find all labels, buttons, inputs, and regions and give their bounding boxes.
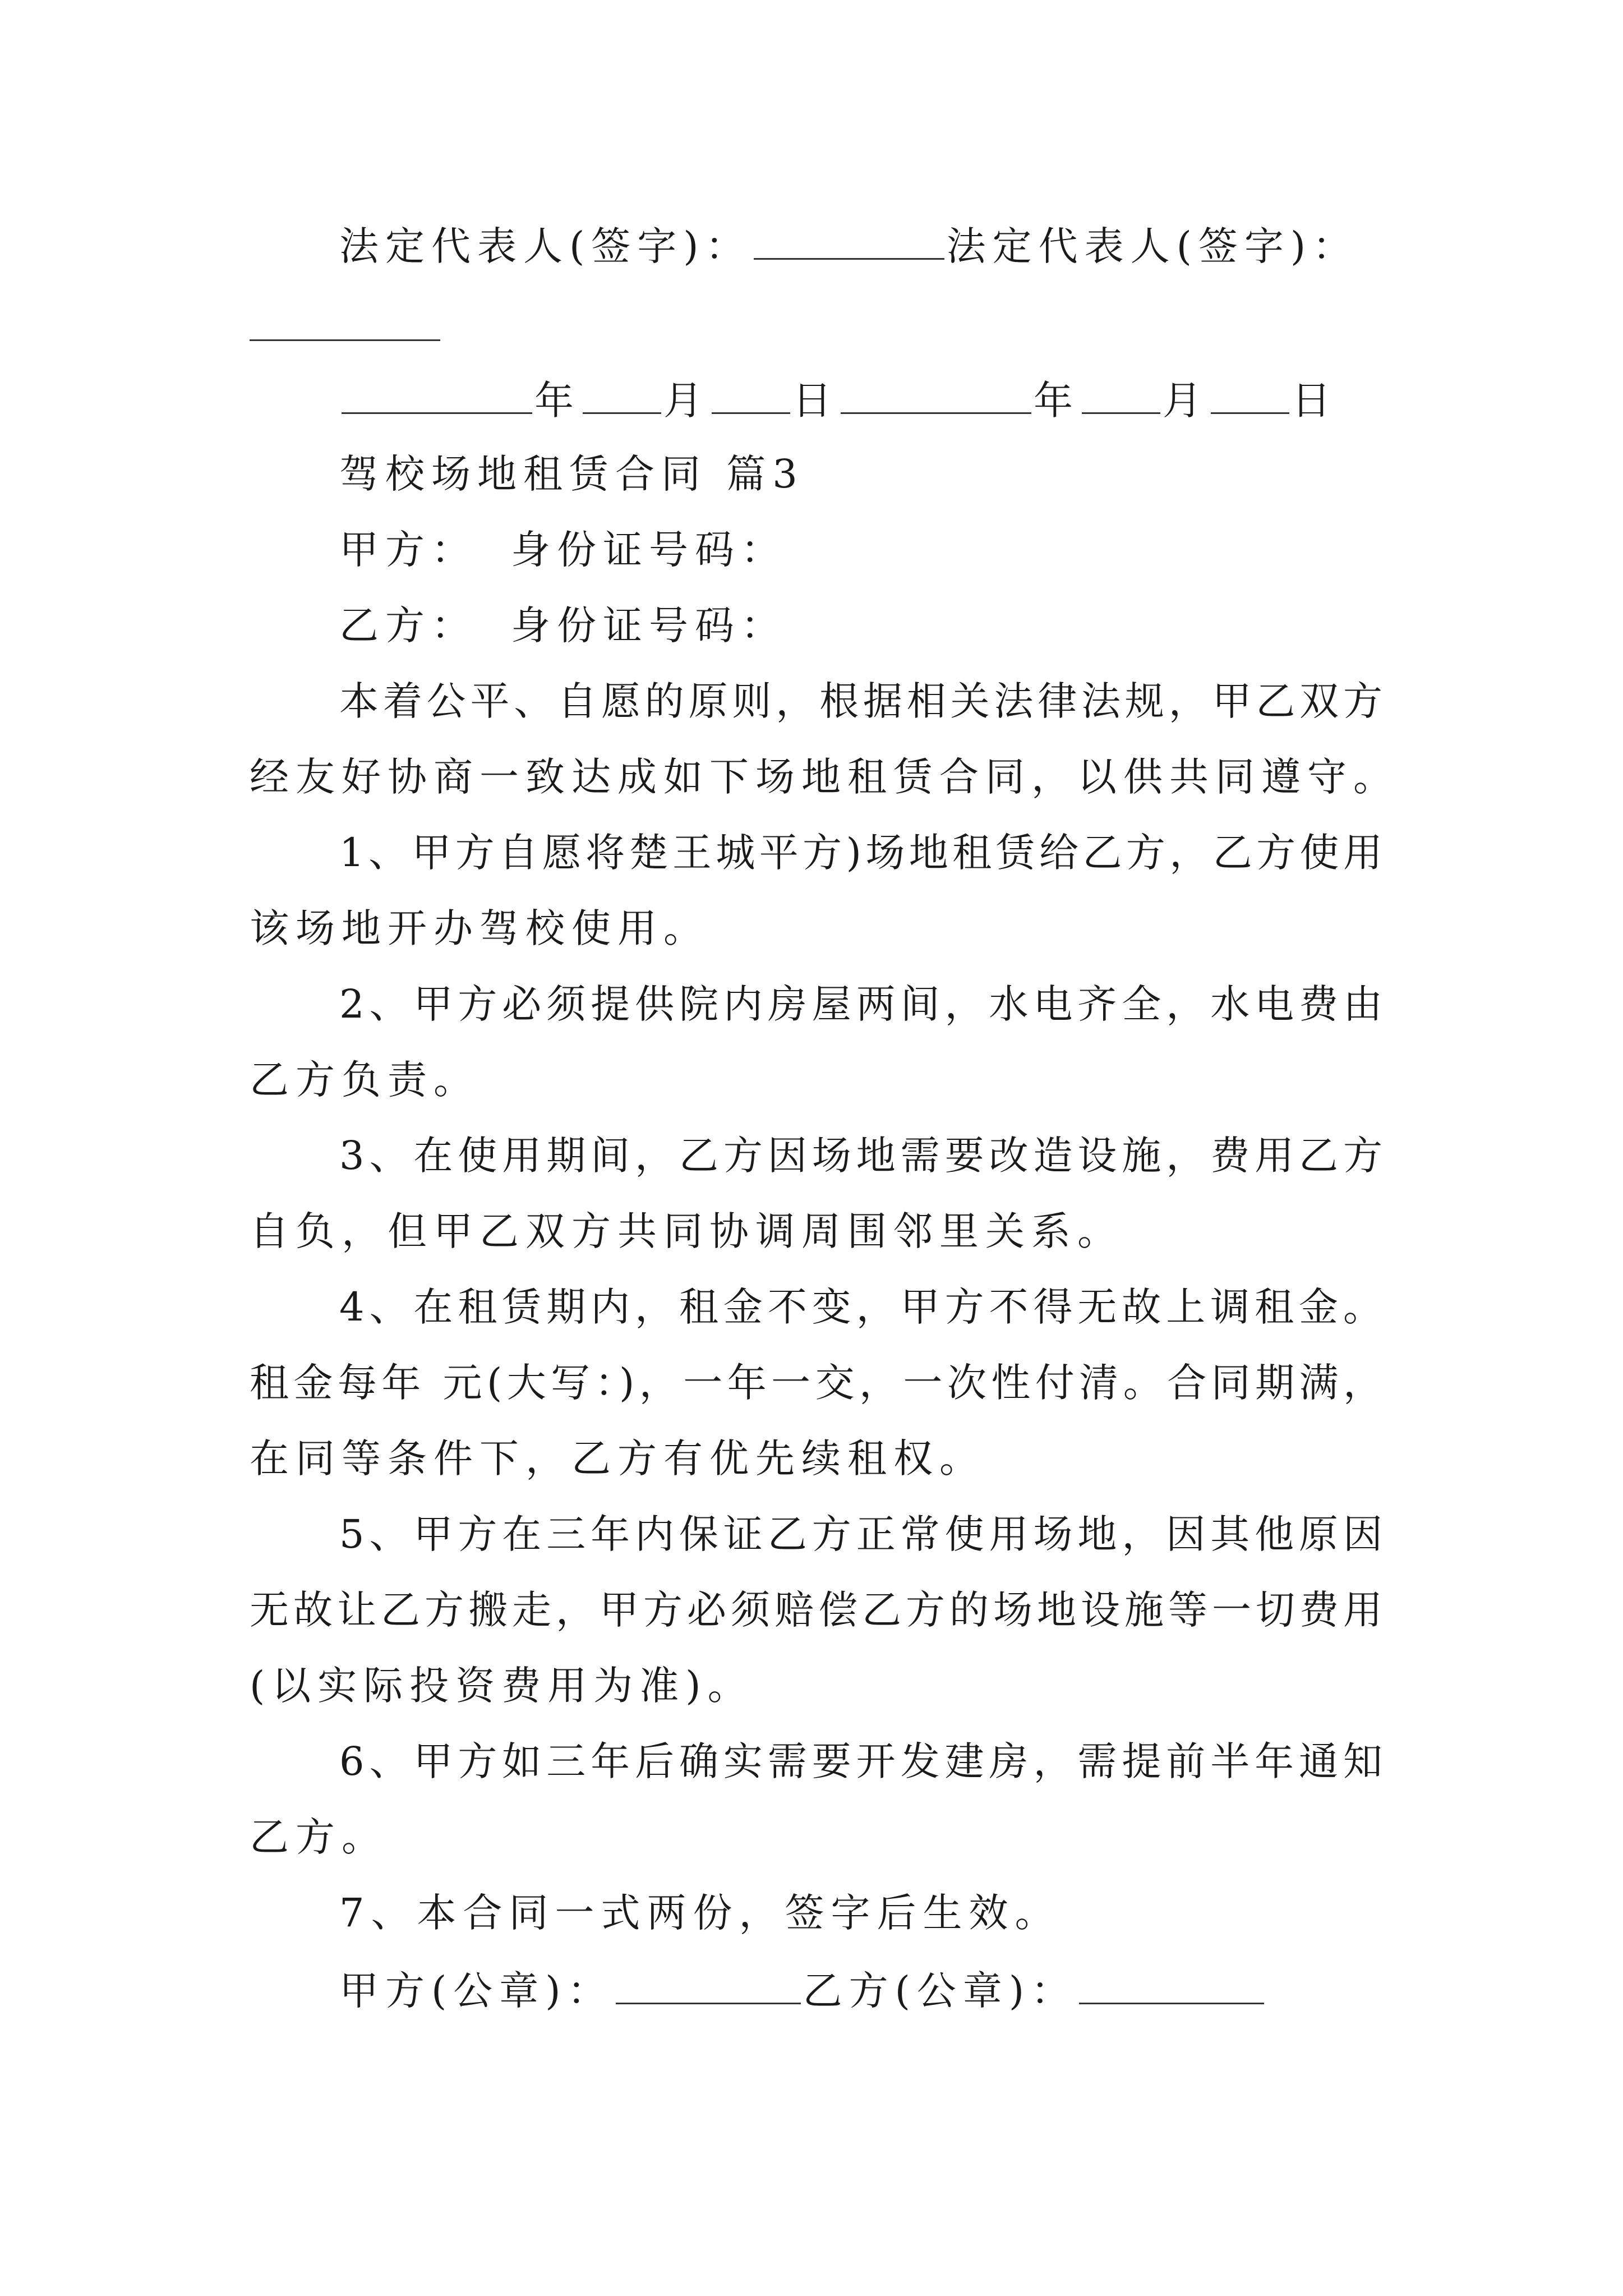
legal-rep-a-label: 法定代表人(签字)： <box>339 223 751 269</box>
party-a-seal-blank <box>616 1963 801 2004</box>
date-b-day: 日 <box>1292 378 1338 424</box>
clause-5-line-1: 5、甲方在三年内保证乙方正常使用场地，因其他原因 <box>339 1511 1382 1557</box>
date-a-day-blank <box>712 373 790 414</box>
party-a-label: 甲方： <box>339 527 477 573</box>
legal-rep-signature-line <box>339 219 1382 269</box>
legal-rep-a-blank <box>754 219 944 260</box>
date-b-day-blank <box>1211 373 1289 414</box>
clause-4-line-1: 4、在租赁期内，租金不变，甲方不得无故上调租金。 <box>339 1284 1382 1330</box>
clause-6-line-2: 乙方。 <box>250 1814 388 1860</box>
legal-rep-b-blank <box>250 311 440 341</box>
clause-4-line-3: 在同等条件下，乙方有优先续租权。 <box>250 1435 985 1481</box>
date-line <box>339 373 1382 424</box>
party-b-seal-label: 乙方(公章)： <box>803 1968 1077 2014</box>
date-b-year: 年 <box>1034 378 1080 424</box>
legal-rep-b-label: 法定代表人(签字)： <box>946 223 1359 269</box>
date-b-year-blank <box>841 373 1031 414</box>
date-b-month: 月 <box>1163 378 1209 424</box>
clause-7-line-1: 7、本合同一式两份，签字后生效。 <box>339 1890 1061 1936</box>
party-b-label: 乙方： <box>339 602 477 648</box>
clause-1-line-1: 1、甲方自愿将楚王城平方)场地租赁给乙方，乙方使用 <box>339 830 1382 876</box>
date-a-day: 日 <box>792 378 838 424</box>
date-a-month: 月 <box>663 378 709 424</box>
date-a-year-blank <box>342 373 532 414</box>
party-a-seal-label: 甲方(公章)： <box>339 1968 614 2014</box>
date-b-month-blank <box>1082 373 1160 414</box>
preamble-line-1: 本着公平、自愿的原则，根据相关法律法规，甲乙双方 <box>339 678 1382 724</box>
clause-6-line-1: 6、甲方如三年后确实需要开发建房，需提前半年通知 <box>339 1738 1382 1784</box>
section-title: 驾校场地租赁合同 篇3 <box>339 451 804 497</box>
clause-4-line-2: 租金每年 元(大写：)，一年一交，一次性付清。合同期满， <box>250 1360 1382 1406</box>
date-a-year: 年 <box>534 378 580 424</box>
clause-3-line-1: 3、在使用期间，乙方因场地需要改造设施，费用乙方 <box>339 1133 1382 1179</box>
party-b-seal-blank <box>1079 1963 1264 2004</box>
clause-5-line-3: (以实际投资费用为准)。 <box>250 1663 754 1709</box>
clause-3-line-2: 自负，但甲乙双方共同协调周围邻里关系。 <box>250 1208 1123 1254</box>
preamble-line-2: 经友好协商一致达成如下场地租赁合同，以供共同遵守。 <box>250 754 1399 800</box>
clause-2-line-1: 2、甲方必须提供院内房屋两间，水电齐全，水电费由 <box>339 981 1382 1027</box>
party-a-id-label: 身份证号码： <box>511 527 787 573</box>
date-a-month-blank <box>583 373 661 414</box>
party-a-line <box>339 524 1382 575</box>
clause-5-line-2: 无故让乙方搬走，甲方必须赔偿乙方的场地设施等一切费用 <box>250 1587 1382 1633</box>
party-b-line <box>339 600 1382 651</box>
clause-2-line-2: 乙方负责。 <box>250 1057 479 1103</box>
party-b-id-label: 身份证号码： <box>511 602 787 648</box>
seal-line <box>339 1963 1382 2014</box>
clause-1-line-2: 该场地开办驾校使用。 <box>250 905 709 951</box>
